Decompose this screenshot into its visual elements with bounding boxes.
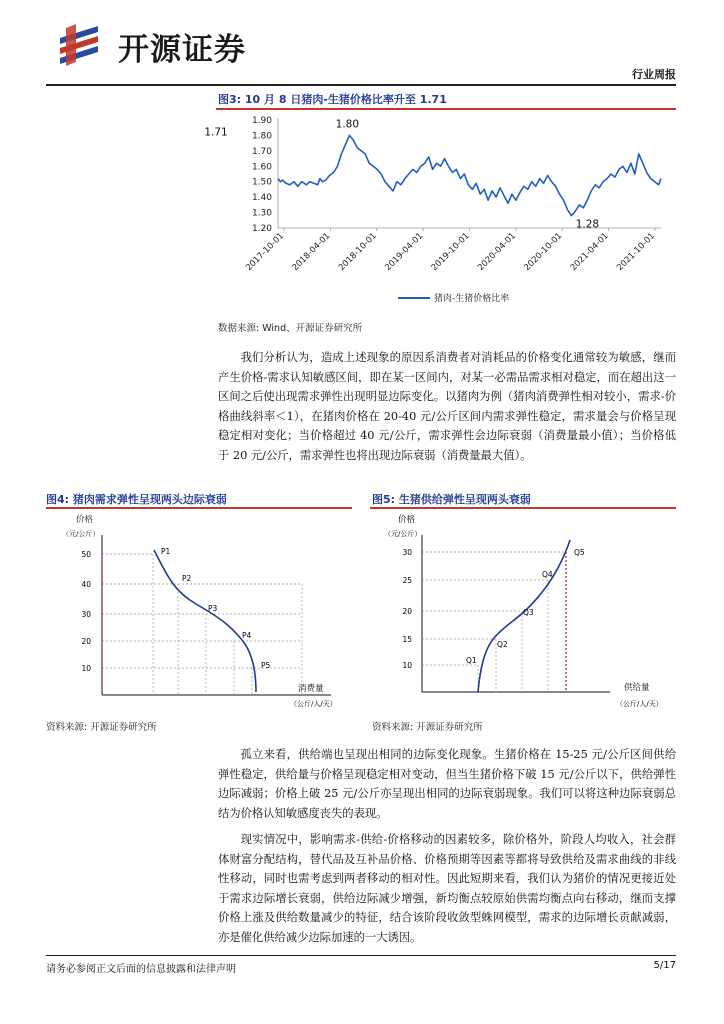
figure4-tick-50: 50 xyxy=(81,550,91,559)
figure5-title-rule xyxy=(370,507,676,509)
figure5-title: 图5: 生猪供给弹性呈现两头衰弱 xyxy=(372,493,531,506)
figure5-source: 资料来源: 开源证券研究所 xyxy=(372,722,483,733)
paragraph-3-text: 现实情况中，影响需求-供给-价格移动的因素较多，除价格外，阶段人均收入，社会群体财富分配结构，替代品及互补品价格、价格预期等因素等都将导致供给及需求曲线的非线性移动，同时也需考虑到两者移动的相对性。因此短期来看，我们认为猪价的情况更接近处于需求边际增长衰弱，供给边际减少增强，新均衡点较原始供需均衡点向右移动，继而支撑价格上涨及供给数量减少的特征，结合该阶段收敛型蛛网模型，需求的边际增长贡献减弱，亦是催化供给减少边际加速的一大诱因。 xyxy=(218,833,676,944)
figure4-x-unit: （公斤/人/天） xyxy=(290,700,337,708)
brand-name: 开源证券 xyxy=(118,32,246,68)
figure4-tick-10: 10 xyxy=(81,664,91,673)
figure5-tick-25: 25 xyxy=(402,576,412,585)
figure4-title: 图4: 猪肉需求弹性呈现两头边际衰弱 xyxy=(46,493,227,506)
figure4-point-p3: P3 xyxy=(208,604,218,613)
figure3-x-tick: 2018-10-01 xyxy=(336,231,379,274)
figure5-point-q1: Q1 xyxy=(466,656,477,665)
paragraph-2 xyxy=(218,745,676,823)
report-type: 行业周报 xyxy=(632,68,676,81)
figure3-source: 数据来源: Wind、开源证券研究所 xyxy=(218,323,363,334)
brand-logo xyxy=(58,22,104,66)
figure3-y-tick: 1.60 xyxy=(251,162,272,173)
figure5-point-q3: Q3 xyxy=(523,608,534,617)
figure5-y-label: 价格 xyxy=(398,515,416,525)
figure5-point-q4: Q4 xyxy=(542,570,553,579)
paragraph-2-text: 孤立来看，供给端也呈现出相同的边际变化现象。生猪价格在 15-25 元/公斤区间供给弹性稳定，供给量与价格呈现稳定相对变动，但当生猪价格下破 15 元/公斤以下，供给弹性边际减弱；价格上破 25 元/公斤亦呈现出相同的边际衰弱现象。我们可以将这种边际衰弱总结为价格认知敏感度丧失的表现。 xyxy=(218,748,676,820)
figure3-line-chart xyxy=(204,110,676,310)
figure3-x-tick: 2017-10-01 xyxy=(244,231,287,274)
figure5-tick-10: 10 xyxy=(402,661,412,670)
figure3-x-tick: 2021-10-01 xyxy=(615,231,658,274)
figure3-legend-label: 猪肉-生猪价格比率 xyxy=(434,294,510,304)
figure4-point-p5: P5 xyxy=(261,661,271,670)
figure3-series-line xyxy=(278,135,661,215)
figure3-y-tick: 1.20 xyxy=(251,224,272,234)
figure3-y-tick: 1.30 xyxy=(251,208,272,219)
figure4-point-p2: P2 xyxy=(182,574,192,583)
figure4-tick-40: 40 xyxy=(81,580,91,589)
figure5-tick-20: 20 xyxy=(402,607,412,616)
figure3-y-tick: 1.80 xyxy=(251,131,272,142)
figure3-x-tick: 2020-10-01 xyxy=(522,231,565,274)
figure4-guides xyxy=(102,554,302,695)
figure3-x-tick: 2019-10-01 xyxy=(429,231,472,274)
figure4-demand-curve xyxy=(46,510,352,715)
figure4-point-p4: P4 xyxy=(242,631,252,640)
figure3-x-tick: 2019-04-01 xyxy=(383,231,426,274)
figure4-title-rule xyxy=(46,507,352,509)
figure5-x-unit: （公斤/人/天） xyxy=(616,700,663,708)
figure3-y-tick: 1.70 xyxy=(251,146,272,157)
figure4-y-unit: （元/公斤） xyxy=(62,530,100,538)
figure5-supply-curve xyxy=(370,510,676,715)
paragraph-1-text: 我们分析认为，造成上述现象的原因系消费者对消耗品的价格变化通常较为敏感，继而产生价格-需求认知敏感区间，即在某一区间内，对某一必需品需求相对稳定，而在超出这一区间之后使出现需求弹性出现明显边际变化。以猪肉为例（猪肉消费弹性相对较小，需求-价格曲线斜率＜1），在猪肉价格在 20-40 元/公斤区间内需求弹性稳定，需求量会与价格呈现稳定相对变化；当价格超过 40 元/公斤，需求弹性会边际衰弱（消费量最小值）；当价格低于 20 元/公斤，需求弹性也将出现边际衰弱（消费量最大值）。 xyxy=(218,351,676,462)
figure5-tick-30: 30 xyxy=(402,548,412,557)
figure3-y-tick: 1.50 xyxy=(251,177,272,188)
footer-page-number: 5/17 xyxy=(653,960,676,971)
figure5-point-q2: Q2 xyxy=(497,640,508,649)
figure5-tick-15: 15 xyxy=(402,635,412,644)
figure5-y-unit: （元/公斤） xyxy=(384,530,422,538)
figure3-x-tick: 2018-04-01 xyxy=(290,231,333,274)
figure4-tick-30: 30 xyxy=(81,610,91,619)
figure3-annotation-min: 1.28 xyxy=(575,218,600,231)
footer-disclaimer: 请务必参阅正文后面的信息披露和法律声明 xyxy=(46,964,236,975)
figure4-x-label: 消费量 xyxy=(298,684,324,694)
figure5-point-q5: Q5 xyxy=(574,548,585,557)
header-rule xyxy=(46,84,676,86)
figure3-x-tick: 2021-04-01 xyxy=(568,231,611,274)
paragraph-1 xyxy=(218,348,676,465)
footer-rule xyxy=(46,955,676,956)
figure5-x-label: 供给量 xyxy=(624,683,650,693)
figure3-x-tick: 2020-04-01 xyxy=(475,231,518,274)
figure3-title: 图3: 10 月 8 日猪肉-生猪价格比率升至 1.71 xyxy=(218,93,447,106)
figure4-demand-line xyxy=(154,550,256,692)
figure3-annotation-last: 1.71 xyxy=(204,126,228,139)
figure4-point-p1: P1 xyxy=(161,547,171,556)
figure3-y-tick: 1.90 xyxy=(251,116,272,126)
brand-logo-icon xyxy=(58,22,104,66)
figure3-annotation-max: 1.80 xyxy=(335,118,360,131)
figure4-y-label: 价格 xyxy=(76,515,94,525)
figure3-y-tick: 1.40 xyxy=(251,193,272,204)
paragraph-3 xyxy=(218,830,676,947)
figure4-source: 资料来源: 开源证券研究所 xyxy=(46,722,157,733)
figure4-tick-20: 20 xyxy=(81,637,91,646)
